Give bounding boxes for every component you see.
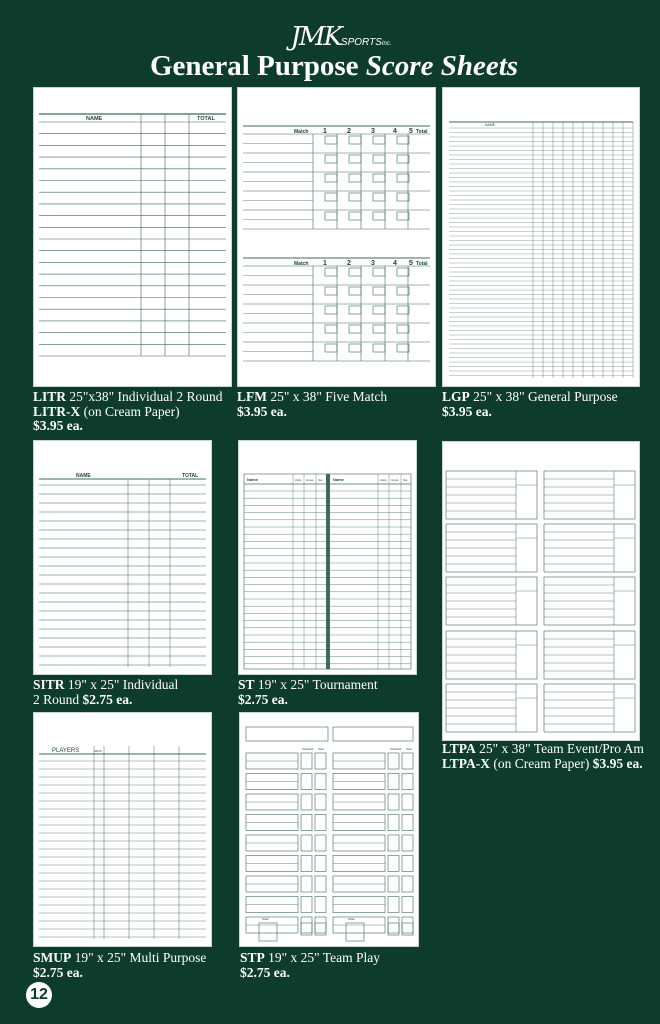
- score-box: [397, 268, 409, 276]
- ltpa-code2: LTPA-X: [442, 755, 491, 771]
- stp-caption: [240, 951, 380, 980]
- smup-code: SMUP: [33, 950, 72, 965]
- lfm-col-2: 2: [347, 128, 351, 135]
- litr-total-header: TOTAL: [197, 116, 215, 122]
- stp-price: $2.75 ea.: [240, 964, 290, 980]
- sitr-desc: 19" x 25" Individual: [67, 677, 179, 692]
- score-box: [373, 268, 385, 276]
- stp-desc: 19" x 25" Team Play: [268, 950, 380, 965]
- lfm-match-label-2: Match: [294, 261, 309, 267]
- score-box: [373, 155, 385, 163]
- score-box: [402, 917, 413, 933]
- score-box: [373, 325, 385, 333]
- logo-inc: Inc.: [381, 41, 392, 47]
- score-box: [373, 344, 385, 352]
- lfm-caption: [237, 390, 387, 419]
- score-box: [388, 794, 399, 810]
- sitr-code: SITR: [33, 677, 65, 692]
- ltpa-desc2: (on Cream Paper): [493, 755, 590, 771]
- score-box: [373, 174, 385, 182]
- smup-hdcp-header: HDCP: [94, 749, 102, 753]
- lgp-caption: [442, 390, 618, 419]
- sitr-price: $2.75 ea.: [82, 691, 133, 707]
- score-box: [397, 212, 409, 220]
- lgp-code: LGP: [442, 389, 470, 404]
- title-italic: Score Sheets: [365, 50, 519, 82]
- stp-individual-label-right: Individual: [390, 748, 401, 751]
- score-box: [349, 174, 361, 182]
- score-box: [397, 193, 409, 201]
- lfm-col-3b: 3: [371, 260, 375, 267]
- score-box: [325, 155, 337, 163]
- st-caption: [238, 678, 378, 707]
- litr-caption: [33, 390, 223, 434]
- st-code: ST: [238, 677, 255, 692]
- score-box: [402, 815, 413, 831]
- lfm-price: $3.95 ea.: [237, 403, 287, 419]
- score-box: [349, 193, 361, 201]
- score-box: [397, 344, 409, 352]
- score-box: [301, 815, 312, 831]
- stp-total-label-left: Total: [262, 917, 269, 921]
- score-box: [315, 856, 326, 872]
- score-box: [325, 136, 337, 144]
- ltpa-sheet-svg: [443, 442, 639, 740]
- page-number: 12: [26, 982, 52, 1008]
- lfm-total-label-2: Total: [416, 261, 428, 267]
- score-box: [388, 774, 399, 790]
- title-main: General Purpose: [149, 50, 359, 82]
- score-box: [315, 774, 326, 790]
- score-box: [325, 212, 337, 220]
- litr-price: $3.95 ea.: [33, 418, 83, 433]
- score-box: [301, 753, 312, 769]
- team-name-box: [246, 727, 328, 741]
- score-box: [402, 794, 413, 810]
- lgp-desc: 25" x 38" General Purpose: [473, 389, 618, 404]
- total-box: [259, 923, 277, 941]
- score-box: [325, 306, 337, 314]
- score-box: [301, 835, 312, 851]
- score-box: [388, 917, 399, 933]
- st-name-right: Name: [333, 477, 344, 482]
- score-box: [301, 897, 312, 913]
- lfm-desc: 25" x 38" Five Match: [270, 389, 388, 404]
- score-box: [373, 212, 385, 220]
- st-sheet-svg: [239, 441, 416, 674]
- score-box: [373, 193, 385, 201]
- ltpa-desc: 25" x 38" Team Event/Pro Am: [479, 741, 644, 756]
- score-box: [349, 306, 361, 314]
- st-name-left: Name: [247, 477, 258, 482]
- st-price: $2.75 ea.: [238, 691, 288, 707]
- logo-mark: JMK: [290, 22, 341, 52]
- smup-caption: [33, 951, 206, 980]
- stp-individual-label-left: Individual: [302, 748, 313, 751]
- score-box: [349, 287, 361, 295]
- sitr-sheet-thumbnail: [33, 440, 212, 675]
- score-box: [349, 155, 361, 163]
- score-box: [388, 815, 399, 831]
- score-box: [325, 193, 337, 201]
- score-box: [397, 287, 409, 295]
- score-box: [349, 268, 361, 276]
- smup-price: $2.75 ea.: [33, 964, 83, 980]
- ltpa-sheet-thumbnail: [442, 441, 640, 741]
- score-box: [315, 835, 326, 851]
- score-box: [315, 815, 326, 831]
- stp-team-label-right: Team: [406, 748, 413, 751]
- lfm-col-4b: 4: [393, 260, 397, 267]
- lgp-price: $3.95 ea.: [442, 403, 492, 419]
- score-box: [325, 287, 337, 295]
- stp-team-label-left: Team: [318, 748, 325, 751]
- score-box: [397, 155, 409, 163]
- score-box: [325, 268, 337, 276]
- litr-name-header: NAME: [86, 116, 103, 122]
- lfm-sheet-thumbnail: [237, 87, 436, 387]
- litr-sheet-thumbnail: [33, 87, 232, 387]
- score-box: [388, 876, 399, 892]
- center-divider: [326, 474, 330, 669]
- st-gross-left: Gross: [306, 478, 314, 482]
- sitr-caption: [33, 678, 178, 707]
- lfm-col-5: 5: [409, 128, 413, 135]
- score-box: [315, 897, 326, 913]
- litr-desc2: (on Cream Paper): [83, 403, 180, 419]
- score-box: [301, 794, 312, 810]
- score-box: [301, 917, 312, 933]
- ltpa-caption: [442, 742, 644, 771]
- litr-code2: LITR-X: [33, 403, 81, 419]
- st-hdcp-right: Hdcp: [380, 478, 387, 482]
- score-box: [373, 136, 385, 144]
- score-box: [349, 344, 361, 352]
- sitr-desc2: 2 Round: [33, 691, 80, 707]
- lfm-col-3: 3: [371, 128, 375, 135]
- litr-sheet-svg: [34, 88, 231, 386]
- score-box: [397, 174, 409, 182]
- ltpa-code: LTPA: [442, 741, 476, 756]
- team-name-box: [333, 727, 413, 741]
- stp-code: STP: [240, 950, 265, 965]
- sitr-name-header: NAME: [76, 473, 91, 479]
- score-box: [402, 856, 413, 872]
- score-box: [388, 835, 399, 851]
- score-box: [402, 897, 413, 913]
- lfm-code: LFM: [237, 389, 267, 404]
- score-box: [349, 212, 361, 220]
- lfm-total-label: Total: [416, 129, 428, 135]
- score-box: [315, 876, 326, 892]
- lgp-name-header: NAME: [485, 123, 496, 127]
- score-box: [402, 753, 413, 769]
- score-box: [301, 876, 312, 892]
- lfm-col-1: 1: [323, 128, 327, 135]
- logo-sports: SPORTS: [340, 37, 382, 48]
- sitr-total-header: TOTAL: [182, 473, 199, 479]
- st-net-left: Net: [318, 478, 323, 482]
- stp-total-label-right: Total: [348, 917, 355, 921]
- st-hdcp-left: Hdcp: [295, 478, 302, 482]
- score-box: [315, 794, 326, 810]
- ltpa-price: $3.95 ea.: [592, 755, 643, 771]
- score-box: [402, 876, 413, 892]
- score-box: [315, 753, 326, 769]
- lfm-col-2b: 2: [347, 260, 351, 267]
- st-net-right: Net: [403, 478, 408, 482]
- st-desc: 19" x 25" Tournament: [257, 677, 378, 692]
- score-box: [325, 344, 337, 352]
- score-box: [402, 835, 413, 851]
- lfm-col-4: 4: [393, 128, 397, 135]
- score-box: [301, 856, 312, 872]
- litr-desc: 25"x38" Individual 2 Round: [69, 389, 223, 404]
- score-box: [349, 136, 361, 144]
- lfm-col-5b: 5: [409, 260, 413, 267]
- page-title: [0, 50, 660, 83]
- score-box: [397, 306, 409, 314]
- score-box: [373, 287, 385, 295]
- score-box: [388, 856, 399, 872]
- lgp-sheet-svg: [443, 88, 639, 386]
- lfm-sheet-svg: [238, 88, 435, 386]
- lfm-match-label: Match: [294, 129, 309, 135]
- stp-sheet-svg: [240, 713, 418, 946]
- lgp-sheet-thumbnail: [442, 87, 640, 387]
- smup-players-header: PLAYERS: [52, 748, 80, 754]
- score-box: [373, 306, 385, 314]
- score-box: [402, 774, 413, 790]
- lfm-col-1b: 1: [323, 260, 327, 267]
- st-gross-right: Gross: [391, 478, 399, 482]
- smup-sheet-thumbnail: [33, 712, 212, 947]
- total-box: [346, 923, 364, 941]
- litr-code: LITR: [33, 389, 67, 404]
- score-box: [397, 325, 409, 333]
- score-box: [388, 753, 399, 769]
- score-box: [325, 174, 337, 182]
- stp-sheet-thumbnail: [239, 712, 419, 947]
- smup-sheet-svg: [34, 713, 211, 946]
- score-box: [301, 774, 312, 790]
- st-sheet-thumbnail: [238, 440, 417, 675]
- score-box: [388, 897, 399, 913]
- smup-desc: 19" x 25" Multi Purpose: [74, 950, 207, 965]
- sitr-sheet-svg: [34, 441, 211, 674]
- score-box: [325, 325, 337, 333]
- score-box: [397, 136, 409, 144]
- score-box: [349, 325, 361, 333]
- score-box: [315, 917, 326, 933]
